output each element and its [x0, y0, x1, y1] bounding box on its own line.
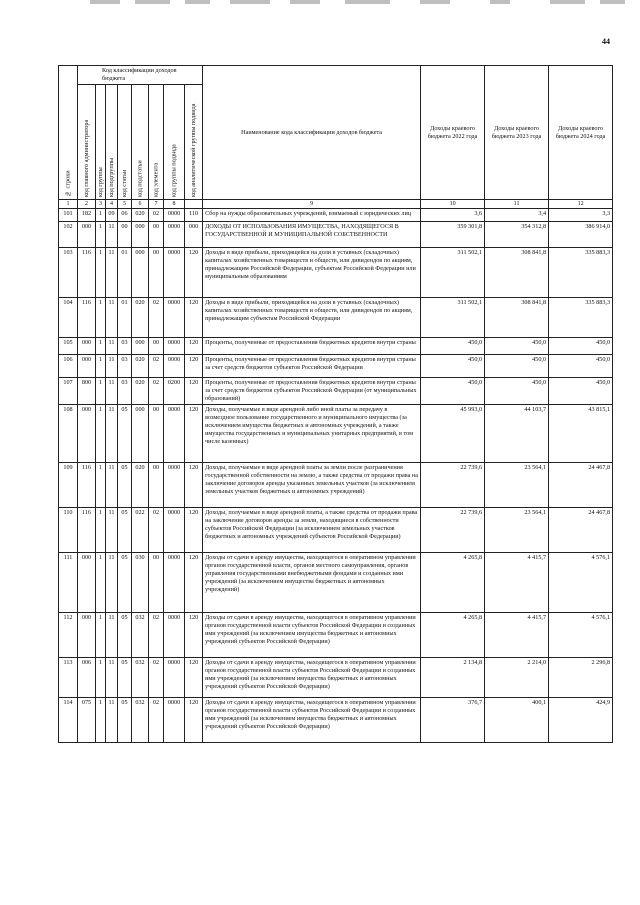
table-row — [59, 355, 613, 378]
subtype-group-code: 0200 — [164, 378, 185, 405]
analytic-group-code: 120 — [185, 508, 203, 553]
revenue-name: Доходы, получаемые в виде арендной платы за земли после разграничения государственной собственности на землю, а также средства от продажи права на заключение договоров аренды указанных земельных участков (за исключением земельных участков бюджетных и автономных учреждений) — [203, 463, 421, 508]
subarticle-code: 000 — [132, 222, 149, 248]
amount-2023: 450,0 — [485, 355, 549, 378]
amount-2023: 4 415,7 — [485, 553, 549, 613]
subtype-group-code: 0000 — [164, 338, 185, 355]
amount-2022: 2 134,8 — [421, 658, 485, 698]
amount-2023: 308 841,8 — [485, 248, 549, 298]
element-code: 00 — [149, 553, 164, 613]
amount-2023: 3,4 — [485, 209, 549, 222]
amount-2022: 311 502,1 — [421, 298, 485, 338]
row-number: 108 — [59, 405, 78, 463]
table-row — [59, 658, 613, 698]
element-code: 02 — [149, 209, 164, 222]
subarticle-code: 020 — [132, 378, 149, 405]
amount-2023: 308 841,8 — [485, 298, 549, 338]
article-code: 03 — [118, 378, 132, 405]
row-number: 110 — [59, 508, 78, 553]
amount-2024: 24 467,8 — [549, 463, 613, 508]
amount-2022: 22 739,6 — [421, 463, 485, 508]
amount-2024: 43 815,1 — [549, 405, 613, 463]
revenue-name: Доходы от сдачи в аренду имущества, находящегося в оперативном управлении органов государственной власти субъектов Российской Федерации и созданных ими учреждений (за исключением имущества бюджетных и автономных учреждений субъектов Российской Федерации) — [203, 698, 421, 743]
row-number: 113 — [59, 658, 78, 698]
amount-2022: 45 993,0 — [421, 405, 485, 463]
article-code: 05 — [118, 698, 132, 743]
column-number: 6 — [132, 200, 149, 209]
column-number: 5 — [118, 200, 132, 209]
article-code: 05 — [118, 463, 132, 508]
column-number: 9 — [203, 200, 421, 209]
amount-2022: 311 502,1 — [421, 248, 485, 298]
subarticle-code: 020 — [132, 298, 149, 338]
revenue-name: Доходы, получаемые в виде арендной либо иной платы за передачу в возмездное пользование государственного и муниципального имущества (за исключением имущества бюджетных и автономных учреждений, а также имущества государственных и муниципальных унитарных предприятий, в том числе казенных) — [203, 405, 421, 463]
amount-2024: 450,0 — [549, 355, 613, 378]
subgroup-code: 11 — [106, 698, 118, 743]
header-2022: Доходы краевого бюджета 2022 года — [421, 66, 485, 200]
analytic-group-code: 120 — [185, 698, 203, 743]
analytic-group-code: 120 — [185, 463, 203, 508]
group-code: 1 — [96, 613, 106, 658]
column-number: 4 — [106, 200, 118, 209]
header-group-code: код группы — [96, 85, 106, 200]
subtype-group-code: 0000 — [164, 658, 185, 698]
admin-code: 000 — [78, 338, 96, 355]
admin-code: 000 — [78, 222, 96, 248]
column-number: 8 — [164, 200, 185, 209]
admin-code: 182 — [78, 209, 96, 222]
revenue-name: Доходы от сдачи в аренду имущества, находящегося в оперативном управлении органов государственной власти, органов местного самоуправления, органов управления государственными внебюджетными фондами и созданных ими учреждений (за исключением имущества бюджетных и автономных учреждений) — [203, 553, 421, 613]
row-number: 111 — [59, 553, 78, 613]
table-row — [59, 378, 613, 405]
table-row — [59, 209, 613, 222]
column-number: 3 — [96, 200, 106, 209]
element-code: 02 — [149, 658, 164, 698]
group-code: 1 — [96, 209, 106, 222]
table-row — [59, 508, 613, 553]
subgroup-code: 11 — [106, 298, 118, 338]
revenue-name: Сбор на нужды образовательных учреждений, взимаемый с юридических лиц — [203, 209, 421, 222]
header-2023: Доходы краевого бюджета 2023 года — [485, 66, 549, 200]
admin-code: 116 — [78, 508, 96, 553]
element-code: 02 — [149, 355, 164, 378]
subgroup-code: 09 — [106, 209, 118, 222]
subtype-group-code: 0000 — [164, 298, 185, 338]
group-code: 1 — [96, 355, 106, 378]
page-number: 44 — [602, 37, 610, 46]
header-article: код статьи — [118, 85, 132, 200]
table-row — [59, 298, 613, 338]
amount-2024: 335 883,3 — [549, 298, 613, 338]
group-code: 1 — [96, 248, 106, 298]
subarticle-code: 000 — [132, 405, 149, 463]
header-analytic-group: код аналитической группы подвида — [185, 85, 203, 200]
group-code: 1 — [96, 405, 106, 463]
amount-2023: 44 103,7 — [485, 405, 549, 463]
analytic-group-code: 120 — [185, 553, 203, 613]
subtype-group-code: 0000 — [164, 508, 185, 553]
admin-code: 006 — [78, 658, 96, 698]
amount-2023: 23 564,1 — [485, 508, 549, 553]
header-2024: Доходы краевого бюджета 2024 года — [549, 66, 613, 200]
column-number: 12 — [549, 200, 613, 209]
column-numbers-row — [59, 200, 613, 209]
analytic-group-code: 120 — [185, 298, 203, 338]
subarticle-code: 032 — [132, 658, 149, 698]
element-code: 00 — [149, 405, 164, 463]
header-subgroup: код подгруппы — [106, 85, 118, 200]
table-row — [59, 613, 613, 658]
amount-2023: 450,0 — [485, 378, 549, 405]
revenue-name: Доходы от сдачи в аренду имущества, находящегося в оперативном управлении органов государственной власти субъектов Российской Федерации и созданных ими учреждений (за исключением имущества бюджетных и автономных учреждений субъектов Российской Федерации) — [203, 658, 421, 698]
element-code: 02 — [149, 613, 164, 658]
subgroup-code: 11 — [106, 463, 118, 508]
amount-2024: 450,0 — [549, 338, 613, 355]
header-name: Наименование кода классификации доходов бюджета — [203, 66, 421, 200]
revenue-name: Проценты, полученные от предоставления бюджетных кредитов внутри страны — [203, 338, 421, 355]
header-subtype-group: код группы подвида — [164, 85, 185, 200]
amount-2022: 450,0 — [421, 355, 485, 378]
subgroup-code: 11 — [106, 553, 118, 613]
article-code: 03 — [118, 355, 132, 378]
amount-2024: 24 467,8 — [549, 508, 613, 553]
amount-2024: 335 883,3 — [549, 248, 613, 298]
row-number: 102 — [59, 222, 78, 248]
subarticle-code: 030 — [132, 553, 149, 613]
amount-2023: 4 415,7 — [485, 613, 549, 658]
admin-code: 000 — [78, 553, 96, 613]
subgroup-code: 11 — [106, 658, 118, 698]
revenue-name: Проценты, полученные от предоставления бюджетных кредитов внутри страны за счет средств бюджетов субъектов Российской Федерации (от муниципальных образований) — [203, 378, 421, 405]
subgroup-code: 11 — [106, 355, 118, 378]
amount-2022: 3,6 — [421, 209, 485, 222]
subgroup-code: 11 — [106, 248, 118, 298]
table-row — [59, 222, 613, 248]
amount-2024: 3,3 — [549, 209, 613, 222]
subtype-group-code: 0000 — [164, 222, 185, 248]
column-number — [185, 200, 203, 209]
amount-2022: 4 265,8 — [421, 613, 485, 658]
element-code: 02 — [149, 508, 164, 553]
analytic-group-code: 000 — [185, 222, 203, 248]
admin-code: 000 — [78, 355, 96, 378]
table-row — [59, 553, 613, 613]
amount-2022: 450,0 — [421, 338, 485, 355]
column-number: 2 — [78, 200, 96, 209]
subgroup-code: 11 — [106, 378, 118, 405]
subtype-group-code: 0000 — [164, 405, 185, 463]
table-row — [59, 405, 613, 463]
analytic-group-code: 120 — [185, 658, 203, 698]
admin-code: 116 — [78, 248, 96, 298]
table-row — [59, 248, 613, 298]
group-code: 1 — [96, 338, 106, 355]
header-element: код элемента — [149, 85, 164, 200]
group-code: 1 — [96, 508, 106, 553]
amount-2024: 386 914,0 — [549, 222, 613, 248]
table-row — [59, 338, 613, 355]
row-number: 103 — [59, 248, 78, 298]
analytic-group-code: 120 — [185, 355, 203, 378]
amount-2023: 354 312,8 — [485, 222, 549, 248]
subgroup-code: 11 — [106, 613, 118, 658]
revenue-name: Проценты, полученные от предоставления бюджетных кредитов внутри страны за счет средств бюджетов субъектов Российской Федерации — [203, 355, 421, 378]
subtype-group-code: 0000 — [164, 613, 185, 658]
article-code: 01 — [118, 248, 132, 298]
article-code: 03 — [118, 338, 132, 355]
amount-2024: 2 296,8 — [549, 658, 613, 698]
row-number: 105 — [59, 338, 78, 355]
subgroup-code: 11 — [106, 508, 118, 553]
analytic-group-code: 120 — [185, 338, 203, 355]
subarticle-code: 022 — [132, 508, 149, 553]
article-code: 05 — [118, 613, 132, 658]
subarticle-code: 020 — [132, 209, 149, 222]
subtype-group-code: 0000 — [164, 355, 185, 378]
scan-artifact — [90, 0, 630, 6]
subarticle-code: 032 — [132, 613, 149, 658]
element-code: 00 — [149, 248, 164, 298]
row-number: 106 — [59, 355, 78, 378]
table-row — [59, 698, 613, 743]
admin-code: 000 — [78, 405, 96, 463]
element-code: 00 — [149, 222, 164, 248]
column-number: 1 — [59, 200, 78, 209]
group-code: 1 — [96, 658, 106, 698]
subarticle-code: 032 — [132, 698, 149, 743]
subtype-group-code: 0000 — [164, 553, 185, 613]
header-admin: код главного администратора — [78, 85, 96, 200]
article-code: 05 — [118, 553, 132, 613]
header-subarticle: код подстатьи — [132, 85, 149, 200]
element-code: 02 — [149, 698, 164, 743]
amount-2023: 2 214,0 — [485, 658, 549, 698]
element-code: 02 — [149, 298, 164, 338]
amount-2022: 22 739,6 — [421, 508, 485, 553]
table-row — [59, 463, 613, 508]
amount-2024: 4 576,1 — [549, 553, 613, 613]
amount-2023: 400,1 — [485, 698, 549, 743]
admin-code: 800 — [78, 378, 96, 405]
admin-code: 116 — [78, 298, 96, 338]
admin-code: 000 — [78, 613, 96, 658]
group-code: 1 — [96, 698, 106, 743]
revenue-name: Доходы в виде прибыли, приходящейся на доли в уставных (складочных) капиталах хозяйственных товариществ и обществ, или дивидендов по акциям, принадлежащим субъектам Российской Федерации — [203, 298, 421, 338]
row-number: 114 — [59, 698, 78, 743]
analytic-group-code: 120 — [185, 248, 203, 298]
budget-revenue-table — [58, 65, 613, 743]
analytic-group-code: 110 — [185, 209, 203, 222]
amount-2022: 359 301,8 — [421, 222, 485, 248]
subtype-group-code: 0000 — [164, 248, 185, 298]
header-row-no: № строки — [59, 66, 78, 200]
revenue-name: ДОХОДЫ ОТ ИСПОЛЬЗОВАНИЯ ИМУЩЕСТВА, НАХОДЯЩЕГОСЯ В ГОСУДАРСТВЕННОЙ И МУНИЦИПАЛЬНОЙ СОБСТВЕННОСТИ — [203, 222, 421, 248]
revenue-name: Доходы от сдачи в аренду имущества, находящегося в оперативном управлении органов государственной власти субъектов Российской Федерации и созданных ими учреждений (за исключением имущества бюджетных и автономных учреждений субъектов Российской Федерации) — [203, 613, 421, 658]
subarticle-code: 000 — [132, 248, 149, 298]
amount-2023: 23 564,1 — [485, 463, 549, 508]
group-code: 1 — [96, 463, 106, 508]
element-code: 00 — [149, 463, 164, 508]
article-code: 01 — [118, 298, 132, 338]
element-code: 00 — [149, 338, 164, 355]
subgroup-code: 11 — [106, 222, 118, 248]
article-code: 05 — [118, 658, 132, 698]
element-code: 02 — [149, 378, 164, 405]
row-number: 107 — [59, 378, 78, 405]
amount-2024: 450,0 — [549, 378, 613, 405]
revenue-name: Доходы в виде прибыли, приходящейся на доли в уставных (складочных) капиталах хозяйственных товариществ и обществ, или дивидендов по акциям, принадлежащим Российской Федерации, субъектам Российской Федерации или муниципальным образованиям — [203, 248, 421, 298]
row-number: 112 — [59, 613, 78, 658]
analytic-group-code: 120 — [185, 405, 203, 463]
article-code: 00 — [118, 222, 132, 248]
column-number: 10 — [421, 200, 485, 209]
revenue-name: Доходы, получаемые в виде арендной платы, а также средства от продажи права на заключение договоров аренды за земли, находящиеся в собственности субъектов Российской Федерации (за исключением земельных участков бюджетных и автономных учреждений субъектов Российской Федерации) — [203, 508, 421, 553]
amount-2022: 450,0 — [421, 378, 485, 405]
column-number: 7 — [149, 200, 164, 209]
admin-code: 116 — [78, 463, 96, 508]
row-number: 104 — [59, 298, 78, 338]
subarticle-code: 020 — [132, 355, 149, 378]
subtype-group-code: 0000 — [164, 463, 185, 508]
subtype-group-code: 0000 — [164, 698, 185, 743]
subarticle-code: 000 — [132, 338, 149, 355]
amount-2023: 450,0 — [485, 338, 549, 355]
admin-code: 075 — [78, 698, 96, 743]
article-code: 05 — [118, 405, 132, 463]
group-code: 1 — [96, 222, 106, 248]
subarticle-code: 020 — [132, 463, 149, 508]
amount-2022: 4 265,8 — [421, 553, 485, 613]
analytic-group-code: 120 — [185, 613, 203, 658]
subgroup-code: 11 — [106, 405, 118, 463]
row-number: 101 — [59, 209, 78, 222]
article-code: 06 — [118, 209, 132, 222]
amount-2022: 376,7 — [421, 698, 485, 743]
analytic-group-code: 120 — [185, 378, 203, 405]
column-number: 11 — [485, 200, 549, 209]
header-classification-group: Код классификации доходов бюджета — [78, 66, 203, 85]
article-code: 05 — [118, 508, 132, 553]
group-code: 1 — [96, 298, 106, 338]
group-code: 1 — [96, 553, 106, 613]
row-number: 109 — [59, 463, 78, 508]
amount-2024: 4 576,1 — [549, 613, 613, 658]
group-code: 1 — [96, 378, 106, 405]
amount-2024: 424,9 — [549, 698, 613, 743]
subgroup-code: 11 — [106, 338, 118, 355]
subtype-group-code: 0000 — [164, 209, 185, 222]
